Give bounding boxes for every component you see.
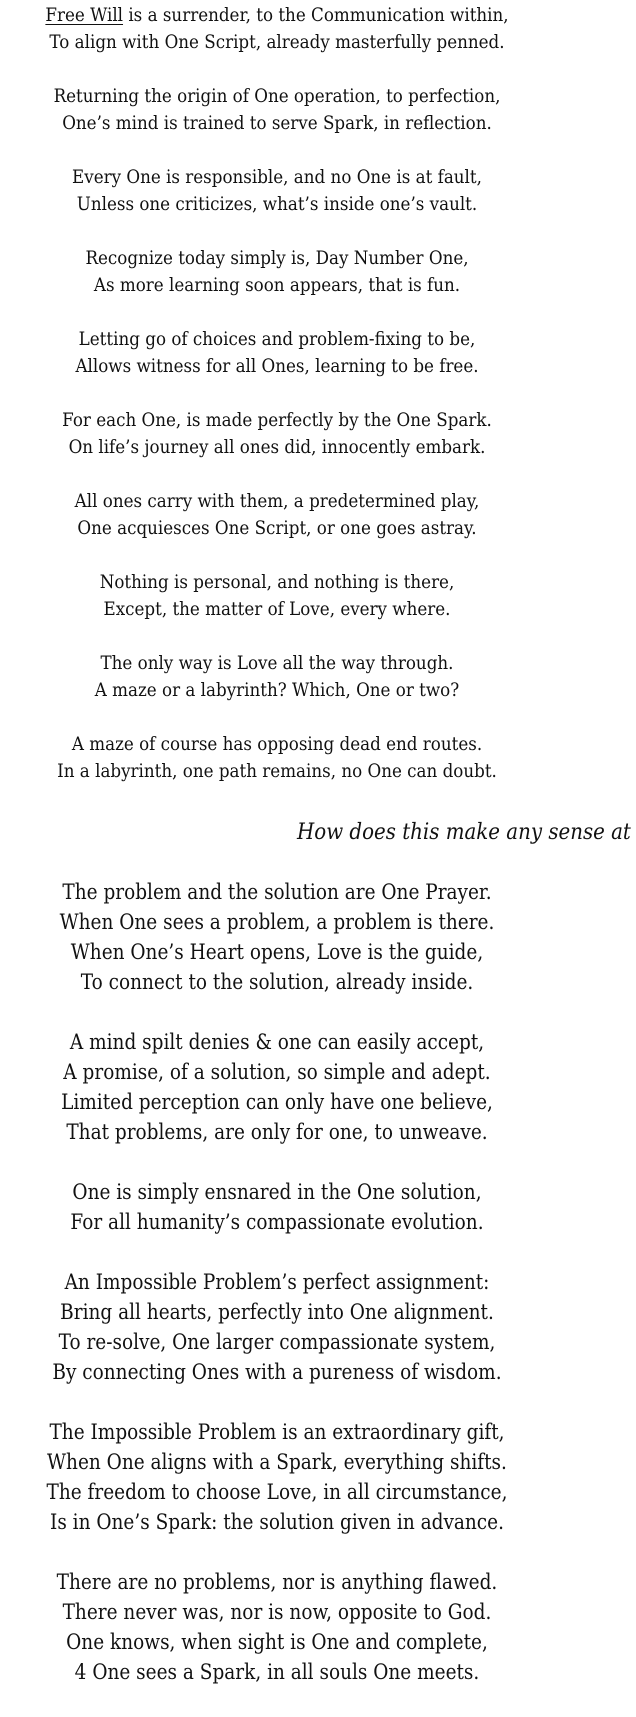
stanza xyxy=(0,1177,554,1237)
poem-line: In a labyrinth, one path remains, no One can doubt. xyxy=(57,760,497,782)
stanza xyxy=(0,488,554,542)
poem-line: 4 One sees a Spark, in all souls One meets. xyxy=(74,1660,480,1684)
poem-line: Except, the matter of Love, every where. xyxy=(103,598,451,620)
stanza xyxy=(0,1027,554,1147)
poem-line: One knows, when sight is One and complete, xyxy=(66,1630,488,1654)
poem-line: To connect to the solution, already inside. xyxy=(80,970,474,994)
poem-line: There are no problems, nor is anything flawed. xyxy=(56,1570,498,1594)
poem-part-one xyxy=(0,0,554,812)
poem-line: For each One, is made perfectly by the One Spark. xyxy=(62,409,492,431)
stanza xyxy=(0,1567,554,1687)
poem-line: The Impossible Problem is an extraordinary gift, xyxy=(49,1420,505,1444)
poem-line: An Impossible Problem’s perfect assignment: xyxy=(64,1270,490,1294)
stanza xyxy=(0,1267,554,1387)
poem-line: When One sees a problem, a problem is there. xyxy=(59,910,495,934)
poem-part-two xyxy=(0,877,554,1717)
poem-line xyxy=(33,2,521,29)
stanza xyxy=(0,650,554,704)
poem-line: There never was, nor is now, opposite to God. xyxy=(62,1600,492,1624)
poem-line: For all humanity’s compassionate evolution. xyxy=(70,1210,484,1234)
stanza xyxy=(0,1417,554,1537)
poem-line: The only way is Love all the way through. xyxy=(100,652,454,674)
poem-line: Is in One’s Spark: the solution given in advance. xyxy=(50,1510,504,1534)
poem-line: A promise, of a solution, so simple and adept. xyxy=(63,1060,491,1084)
poem-line: One’s mind is trained to serve Spark, in reflection. xyxy=(62,112,492,134)
stanza xyxy=(0,569,554,623)
poem-line: A maze or a labyrinth? Which, One or two? xyxy=(94,679,460,701)
underlined-phrase: Free Will xyxy=(45,4,124,26)
poem-line: Limited perception can only have one believe, xyxy=(61,1090,493,1114)
poem-line: Allows witness for all Ones, learning to be free. xyxy=(75,355,479,377)
poem-line: Recognize today simply is, Day Number One, xyxy=(85,247,469,269)
line-text: is a surrender, to the Communication within, xyxy=(123,4,509,26)
poem-line: To re-solve, One larger compassionate system, xyxy=(58,1330,496,1354)
poem-line: The problem and the solution are One Prayer. xyxy=(62,880,492,904)
poem-line: All ones carry with them, a predetermined play, xyxy=(74,490,480,512)
stanza xyxy=(0,326,554,380)
poem-line: A maze of course has opposing dead end routes. xyxy=(71,733,483,755)
stanza xyxy=(0,164,554,218)
poem-line: The freedom to choose Love, in all circumstance, xyxy=(46,1480,508,1504)
poem-line: Every One is responsible, and no One is at fault, xyxy=(72,166,482,188)
stanza xyxy=(0,731,554,785)
poem-line: Bring all hearts, perfectly into One alignment. xyxy=(60,1300,494,1324)
poem-line: A mind spilt denies & one can easily accept, xyxy=(69,1030,485,1054)
stanza xyxy=(0,877,554,997)
poem-line: Unless one criticizes, what’s inside one’s vault. xyxy=(76,193,478,215)
stanza xyxy=(0,407,554,461)
interlude-question: How does this make any sense at xyxy=(297,820,631,845)
poem-line: When One’s Heart opens, Love is the guide, xyxy=(70,940,484,964)
poem-line: Letting go of choices and problem-fixing to be, xyxy=(78,328,476,350)
poem-line: On life’s journey all ones did, innocently embark. xyxy=(68,436,486,458)
poem-line: That problems, are only for one, to unweave. xyxy=(66,1120,488,1144)
poem-line: One acquiesces One Script, or one goes astray. xyxy=(77,517,477,539)
poem-line: Nothing is personal, and nothing is there, xyxy=(99,571,455,593)
stanza xyxy=(0,83,554,137)
poem-line: By connecting Ones with a pureness of wisdom. xyxy=(52,1360,502,1384)
poem-line: Returning the origin of One operation, to perfection, xyxy=(53,85,501,107)
poem-line: One is simply ensnared in the One solution, xyxy=(72,1180,482,1204)
stanza xyxy=(0,2,554,56)
stanza xyxy=(0,245,554,299)
poem-line: As more learning soon appears, that is fun. xyxy=(93,274,461,296)
poem-line: When One aligns with a Spark, everything shifts. xyxy=(47,1450,507,1474)
poem-line: To align with One Script, already masterfully penned. xyxy=(49,31,505,53)
